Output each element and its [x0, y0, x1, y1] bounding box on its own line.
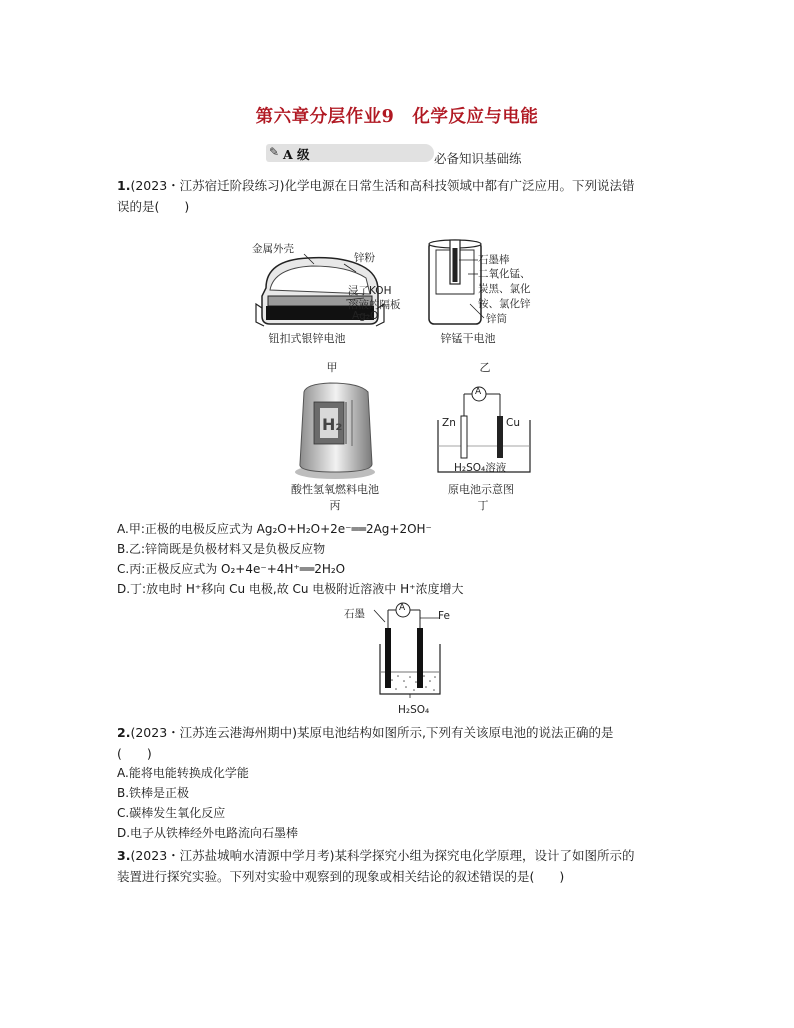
- question-source: (2023・江苏连云港海州期中): [130, 725, 298, 740]
- label-shell: 金属外壳: [252, 243, 294, 255]
- figure-bing: [280, 380, 390, 510]
- figure-jia: [252, 238, 432, 378]
- label-zn: Zn: [442, 417, 456, 429]
- figure-tag: 乙: [479, 361, 491, 374]
- option-a: A.甲:正极的电极反应式为 Ag₂O+H₂O+2e⁻══2Ag+2OH⁻: [117, 522, 432, 536]
- option-b: B.铁棒是正极: [117, 786, 190, 800]
- option-d: D.电子从铁棒经外电路流向石墨棒: [117, 826, 299, 840]
- figure-yi: [428, 238, 568, 378]
- figure-tag: 甲: [326, 361, 338, 374]
- option-c: C.碳棒发生氧化反应: [117, 806, 226, 820]
- question-number: 2.: [117, 725, 131, 740]
- option-a: A.能将电能转换成化学能: [117, 766, 249, 780]
- label-carbon: 炭黑、氯化: [478, 283, 531, 295]
- option-b: B.乙:锌筒既是负极材料又是负极反应物: [117, 542, 326, 556]
- figure-caption: 钮扣式银锌电池: [268, 332, 346, 345]
- ammeter-label: A: [399, 603, 406, 613]
- figure-tag: 丁: [477, 499, 489, 512]
- question-text: ( ): [117, 746, 152, 761]
- label-graphite: 石墨: [344, 608, 365, 620]
- question-1-stem: [117, 175, 687, 217]
- level-tag: [266, 144, 434, 162]
- figure-tag: 丙: [329, 499, 341, 512]
- question-source: (2023・江苏盐城响水清源中学月考): [130, 848, 335, 863]
- label-cu: Cu: [506, 417, 520, 429]
- label-ag2o: Ag₂O: [352, 310, 379, 322]
- label-acid: H₂SO₄: [398, 704, 430, 716]
- label-separator-1: 浸了KOH: [348, 285, 392, 297]
- page-title: 第六章分层作业9 化学反应与电能: [255, 107, 539, 127]
- figure-caption: 锌锰干电池: [440, 332, 496, 345]
- question-number: 1.: [117, 178, 131, 193]
- ammeter-label: A: [475, 387, 482, 397]
- label-zinc-can: 锌筒: [486, 313, 507, 325]
- level-description: 必备知识基础练: [434, 151, 522, 166]
- level-label: A 级: [283, 147, 310, 162]
- option-d: D.丁:放电时 H⁺移向 Cu 电极,故 Cu 电极附近溶液中 H⁺浓度增大: [117, 582, 464, 596]
- figure-q2: [340, 598, 460, 720]
- figure-caption: 酸性氢氧燃料电池: [291, 483, 379, 496]
- label-graphite-rod: 石墨棒: [478, 254, 510, 266]
- pencil-icon: ✎: [269, 145, 280, 159]
- figure-caption: 原电池示意图: [448, 483, 514, 496]
- question-text: 某原电池结构如图所示,下列有关该原电池的说法正确的是: [297, 725, 614, 740]
- figure-ding: [432, 380, 552, 510]
- label-separator-2: 溶液的隔板: [348, 299, 401, 311]
- question-3-stem: [117, 845, 687, 887]
- label-zinc: 锌粉: [354, 252, 375, 264]
- question-source: (2023・江苏宿迁阶段练习): [130, 178, 285, 193]
- label-nh4cl: 铵、氯化锌: [478, 298, 531, 310]
- question-number: 3.: [117, 848, 131, 863]
- question-text: 化学电源在日常生活和高科技领域中都有广泛应用。下列说法错: [284, 178, 635, 193]
- fuel-cell-image: [280, 380, 390, 480]
- label-solution: H₂SO₄溶液: [454, 462, 507, 474]
- question-text: 装置进行探究实验。下列对实验中观察到的现象或相关结论的叙述错误的是( ): [117, 869, 565, 884]
- h2-mark: H₂: [322, 415, 343, 434]
- question-text: 某科学探究小组为探究电化学原理，设计了如图所示的: [334, 848, 635, 863]
- question-2-stem: [117, 722, 687, 764]
- label-fe: Fe: [438, 610, 450, 622]
- question-text: 误的是( ): [117, 199, 190, 214]
- label-mno2: 二氧化锰、: [478, 268, 531, 280]
- option-c: C.丙:正极反应式为 O₂+4e⁻+4H⁺══2H₂O: [117, 562, 346, 576]
